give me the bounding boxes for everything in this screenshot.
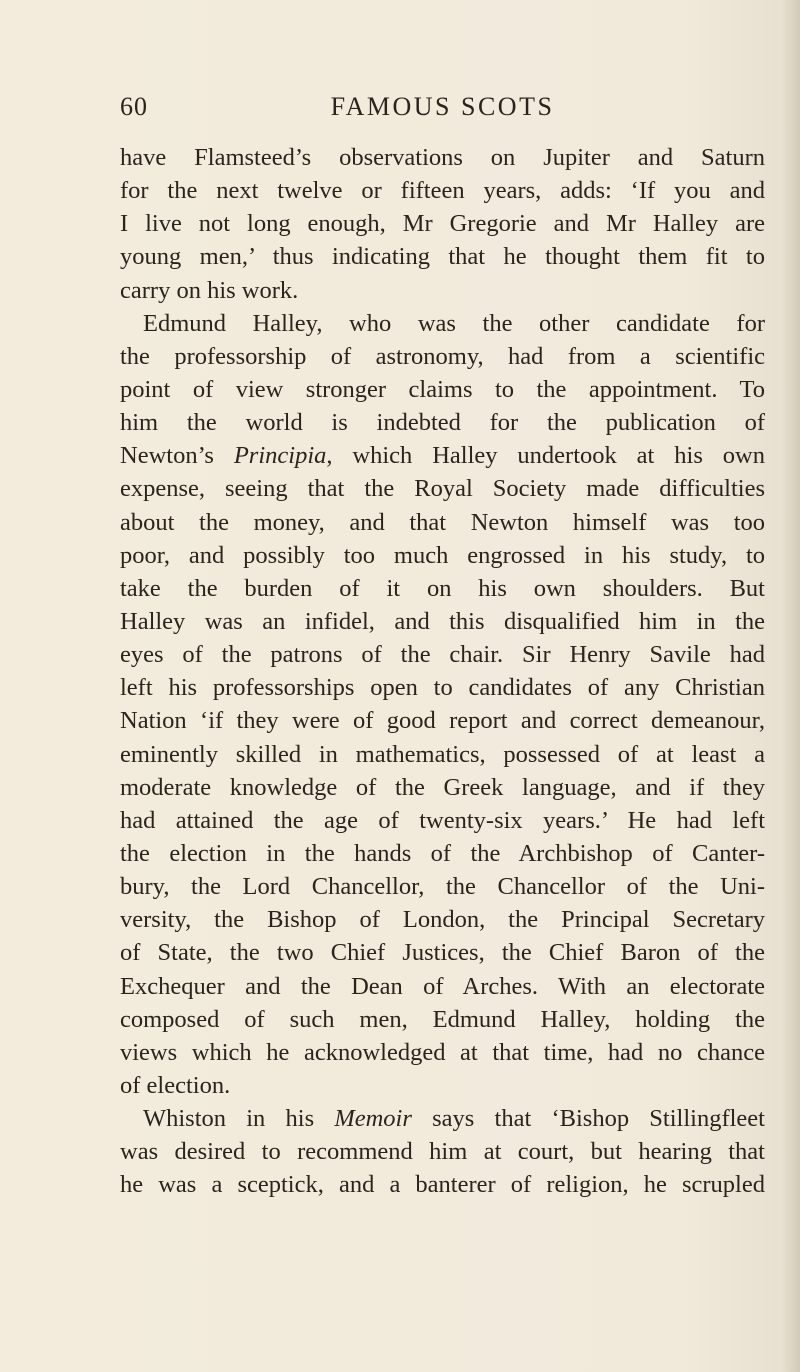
text-segment: Newton’s <box>120 442 234 470</box>
text-line: he was a sceptick, and a banterer of religion, he scrupled <box>120 1171 765 1199</box>
text-segment: says that ‘Bishop Stillingfleet <box>411 1105 765 1133</box>
text-line: Nation ‘if they were of good report and correct demeanour, <box>120 707 765 735</box>
text-line: had attained the age of twenty-six years.’ He had left <box>120 806 765 834</box>
text-line: views which he acknowledged at that time, had no chance <box>120 1038 765 1066</box>
text-line: I live not long enough, Mr Gregorie and Mr Halley are <box>120 210 765 238</box>
text-line: of State, the two Chief Justices, the Chief Baron of the <box>120 939 765 967</box>
text-line: eminently skilled in mathematics, possessed of at least a <box>120 740 765 768</box>
text-segment: Whiston in his <box>143 1105 335 1133</box>
paragraph-start-line <box>120 1102 765 1135</box>
text-line <box>120 439 765 472</box>
body-text <box>120 141 765 1202</box>
text-line: point of view stronger claims to the appointment. To <box>120 375 765 403</box>
text-line: eyes of the patrons of the chair. Sir Henry Savile had <box>120 641 765 669</box>
text-segment: , which Halley undertook at his own <box>326 442 765 470</box>
paragraph-start-line: Edmund Halley, who was the other candidate for <box>143 309 765 337</box>
text-line: composed of such men, Edmund Halley, holding the <box>120 1005 765 1033</box>
text-line: have Flamsteed’s observations on Jupiter and Saturn <box>120 144 765 171</box>
text-line: the election in the hands of the Archbishop of Canter- <box>120 839 765 867</box>
italic-title: Memoir <box>334 1105 412 1133</box>
text-line: expense, seeing that the Royal Society made difficulties <box>120 475 765 503</box>
text-line: about the money, and that Newton himself was too <box>120 508 765 536</box>
text-line: was desired to recommend him at court, but hearing that <box>120 1138 765 1166</box>
text-line: the professorship of astronomy, had from a scientific <box>120 342 765 370</box>
italic-title: Principia <box>233 442 327 470</box>
text-line: left his professorships open to candidates of any Christian <box>120 674 765 702</box>
text-line: versity, the Bishop of London, the Principal Secretary <box>120 906 765 934</box>
text-line: moderate knowledge of the Greek language, and if they <box>120 773 765 801</box>
text-line: Exchequer and the Dean of Arches. With an electorate <box>120 972 765 1000</box>
page-number: 60 <box>120 92 148 121</box>
text-line: for the next twelve or fifteen years, adds: ‘If you and <box>120 177 765 205</box>
text-line: take the burden of it on his own shoulders. But <box>120 574 765 602</box>
text-line: carry on his work. <box>120 276 299 304</box>
text-line: poor, and possibly too much engrossed in his study, to <box>120 541 765 569</box>
running-title: FAMOUS SCOTS <box>330 92 555 121</box>
page-edge-shadow <box>782 0 800 1372</box>
text-line: Halley was an infidel, and this disqualified him in the <box>120 607 765 635</box>
text-line: him the world is indebted for the publication of <box>120 409 765 437</box>
text-line: young men,’ thus indicating that he thought them fit to <box>120 243 765 271</box>
running-head <box>120 92 765 126</box>
text-line: bury, the Lord Chancellor, the Chancellor of the Uni- <box>120 873 765 901</box>
text-line: of election. <box>120 1071 231 1099</box>
